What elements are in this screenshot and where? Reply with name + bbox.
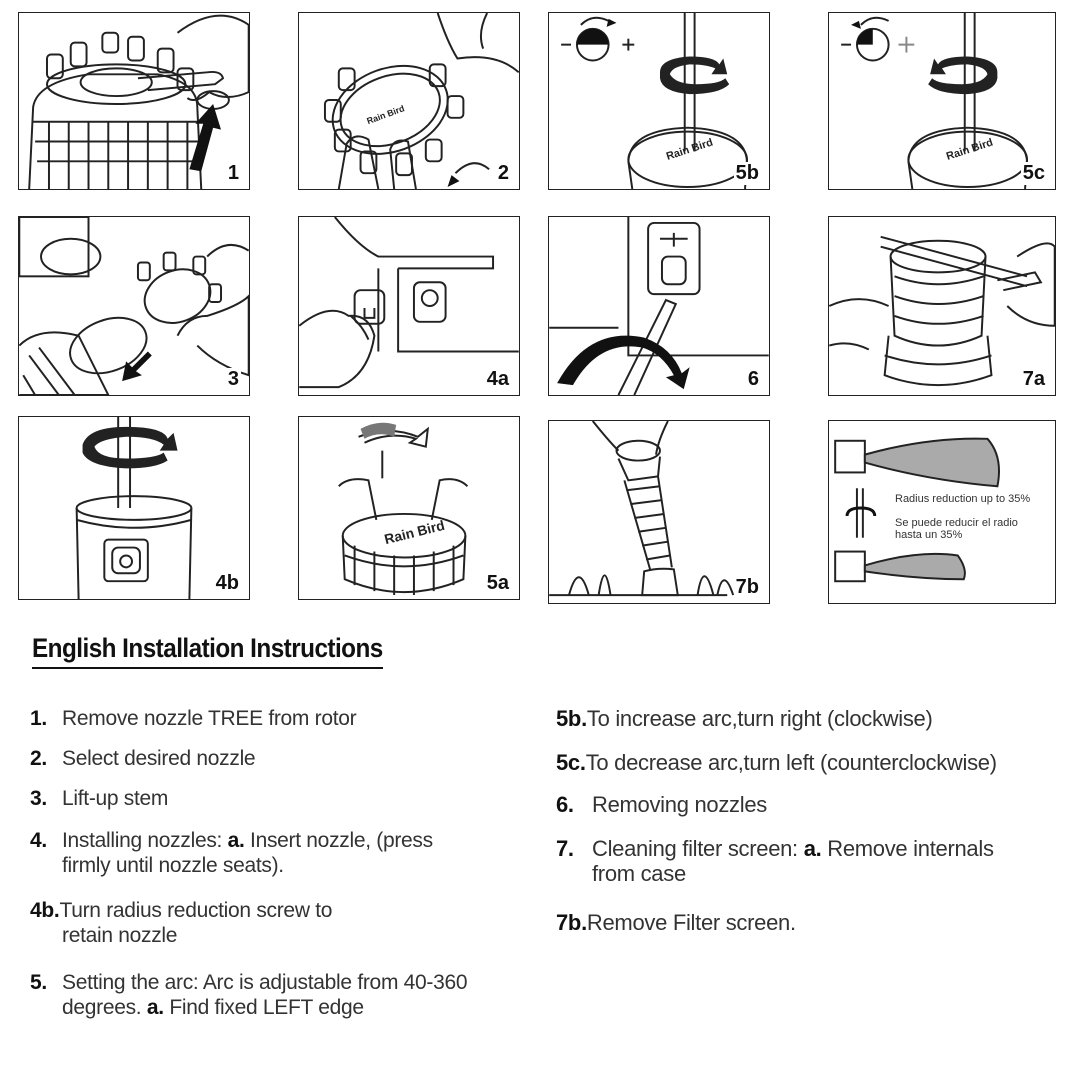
instruction-step-2 bbox=[30, 746, 255, 771]
step-number: 5b. bbox=[556, 706, 587, 731]
step-text-continued: from case bbox=[592, 861, 686, 886]
instruction-step-5b bbox=[556, 706, 933, 731]
lift-stem-illustration bbox=[19, 217, 249, 395]
step-sub-label: a. bbox=[803, 836, 822, 861]
svg-text:Rain Bird: Rain Bird bbox=[382, 516, 447, 548]
step-text: Select desired nozzle bbox=[62, 747, 256, 770]
instruction-step-3 bbox=[30, 786, 168, 811]
step-text: To increase arc,turn right (clockwise) bbox=[586, 706, 933, 731]
step-text: Remove internals bbox=[821, 836, 994, 861]
step-text-continued: Find fixed LEFT edge bbox=[163, 996, 364, 1019]
panel-label: 5a bbox=[486, 572, 509, 594]
step-sub-label: a. bbox=[227, 829, 245, 852]
panel-label: 7b bbox=[735, 576, 759, 598]
radius-note-spanish-line1: Se puede reducir el radio bbox=[895, 517, 1018, 529]
select-nozzle-illustration bbox=[299, 13, 519, 189]
panel-5a-find-left-edge bbox=[298, 416, 520, 600]
radius-note-spanish-line2: hasta un 35% bbox=[895, 529, 963, 541]
panel-7b-remove-filter bbox=[548, 420, 770, 604]
instruction-step-5 bbox=[30, 970, 467, 1020]
step-text: Turn radius reduction screw to bbox=[59, 899, 333, 922]
instruction-step-4 bbox=[30, 828, 433, 878]
panel-3-lift-stem bbox=[18, 216, 250, 396]
step-text: Removing nozzles bbox=[592, 792, 767, 817]
panel-label: 5c bbox=[1022, 162, 1045, 184]
remove-tree-illustration bbox=[19, 13, 249, 189]
step-number: 4b. bbox=[30, 899, 60, 922]
panel-6-removing-nozzles bbox=[548, 216, 770, 396]
instruction-step-4b bbox=[30, 898, 332, 948]
step-text: Lift-up stem bbox=[62, 787, 169, 810]
instruction-step-1 bbox=[30, 706, 356, 731]
instruction-step-6 bbox=[556, 792, 767, 817]
instruction-step-7b bbox=[556, 910, 796, 935]
step-number: 4. bbox=[30, 829, 47, 852]
panel-7a-remove-internals bbox=[828, 216, 1056, 396]
step-number: 1. bbox=[30, 707, 47, 730]
page-title: English Installation Instructions bbox=[32, 633, 383, 669]
panel-label: 6 bbox=[747, 368, 759, 390]
step-number: 5c. bbox=[556, 750, 586, 775]
step-number: 7b. bbox=[556, 910, 587, 935]
step-text-continued: retain nozzle bbox=[62, 924, 178, 947]
step-text-continued: firmly until nozzle seats). bbox=[62, 854, 284, 877]
radius-reduction-illustration bbox=[829, 421, 1055, 603]
step-text: Remove nozzle TREE from rotor bbox=[62, 707, 357, 730]
instruction-step-5c bbox=[556, 750, 997, 775]
panel-label: 2 bbox=[497, 162, 509, 184]
step-number: 5. bbox=[30, 971, 47, 994]
panel-1-remove-tree bbox=[18, 12, 250, 190]
step-number: 7. bbox=[556, 836, 574, 861]
panel-4a-insert-nozzle bbox=[298, 216, 520, 396]
panel-2-select-nozzle bbox=[298, 12, 520, 190]
step-text: To decrease arc,turn left (counterclockwise) bbox=[585, 750, 997, 775]
panel-label: 1 bbox=[227, 162, 239, 184]
step-number: 3. bbox=[30, 787, 47, 810]
panel-label: 7a bbox=[1022, 368, 1045, 390]
panel-4b-radius-screw bbox=[18, 416, 250, 600]
step-text: Remove Filter screen. bbox=[586, 910, 796, 935]
radius-note-english: Radius reduction up to 35% bbox=[895, 493, 1031, 505]
step-text: Installing nozzles: bbox=[62, 829, 228, 852]
step-number: 2. bbox=[30, 747, 47, 770]
panel-label: 4b bbox=[215, 572, 239, 594]
svg-text:Rain Bird: Rain Bird bbox=[664, 136, 715, 163]
step-sub-label: a. bbox=[146, 996, 164, 1019]
step-text: Cleaning filter screen: bbox=[592, 836, 804, 861]
step-text: Setting the arc: Arc is adjustable from 40-360 bbox=[62, 971, 468, 994]
svg-text:Rain Bird: Rain Bird bbox=[944, 136, 995, 163]
step-number: 6. bbox=[556, 792, 574, 817]
panel-label: 5b bbox=[735, 162, 759, 184]
panel-label: 4a bbox=[486, 368, 509, 390]
svg-text:Rain Bird: Rain Bird bbox=[365, 103, 406, 127]
panel-5c-decrease-arc bbox=[828, 12, 1056, 190]
step-text: Insert nozzle, (press bbox=[244, 829, 433, 852]
panel-5b-increase-arc bbox=[548, 12, 770, 190]
instruction-step-7 bbox=[556, 836, 994, 886]
removing-nozzles-illustration bbox=[549, 217, 769, 395]
step-text-continued: degrees. bbox=[62, 996, 147, 1019]
panel-radius-reduction bbox=[828, 420, 1056, 604]
panel-label: 3 bbox=[227, 368, 239, 390]
